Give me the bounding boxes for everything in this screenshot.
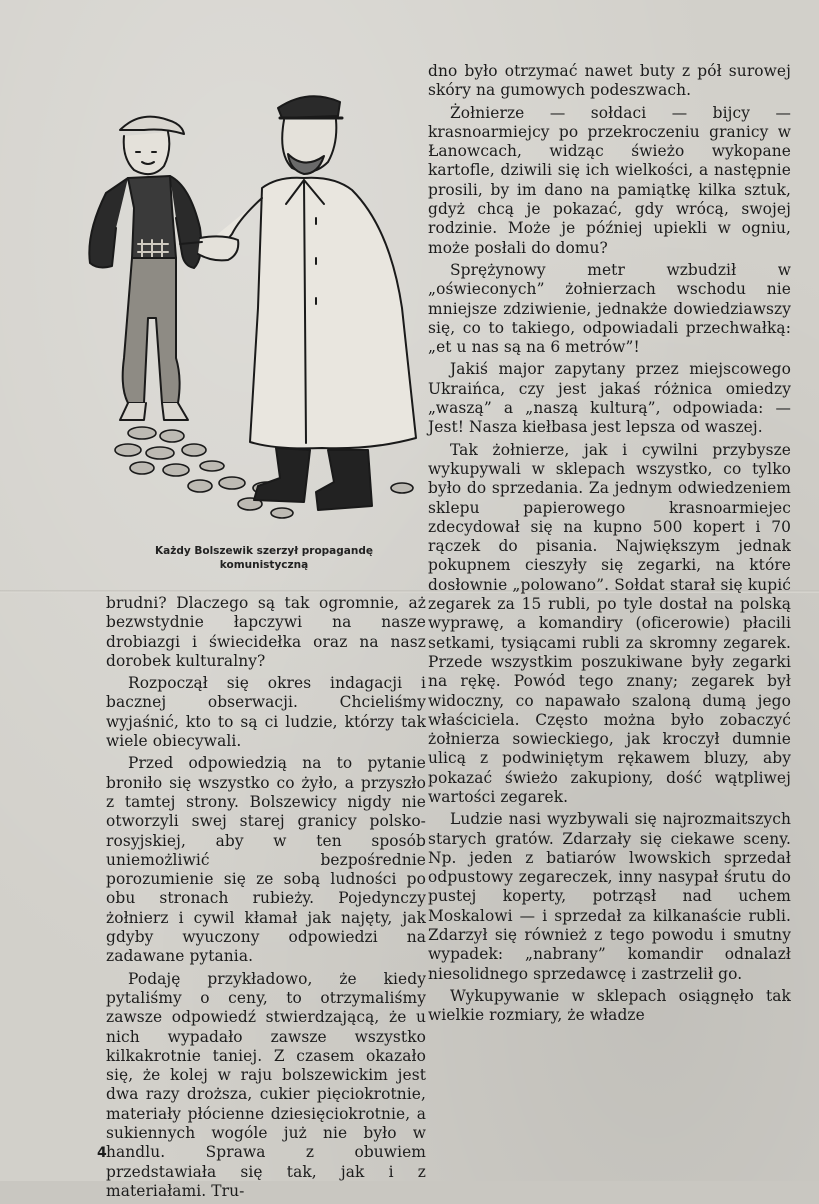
left-column [106,594,426,1204]
right-column [428,62,791,1029]
caption-line-1: Każdy Bolszewik szerzył propagandę [155,545,373,557]
cartoon-illustration [72,58,424,528]
paragraph: Jakiś major zapytany przez miejscowego Ukraińca, czy jest jakaś różnica omiedzy „waszą” a „naszą kulturą”, odpowiada: — Jest! Nasza kiełbasa jest lepsza od waszej. [428,360,791,437]
paragraph: Tak żołnierze, jak i cywilni przybysze wykupywali w sklepach wszystko, co tylko było do sprzedania. Za jednym odwiedzeniem sklepu papierowego krasnoarmiejec zdecydował się na kupno 500 kopert i 70 rączek do pisania. Największym jednak pokupnem cieszyły się zegarki, na które dosłownie „polowano”. Sołdat starał się kupić zegarek za 15 rubli, po tyle dostał na polską wyprawę, a komandiry (oficerowie) płacili setkami, tysiącami rubli za skromny zegarek. Przede wszystkim poszukiwane były zegarki na rękę. Powód tego znany; zegarek był widoczny, co napawało szaloną dumą jego właściciela. Często można było zobaczyć żołnierza sowieckiego, jak kroczył dumnie ulicą z podwiniętym rękawem bluzy, aby pokazać świeżo zakupiony, dość wątpliwej wartości zegarek. [428,440,791,806]
paragraph: Ludzie nasi wyzbywali się najrozmaitszych starych gratów. Zdarzały się ciekawe sceny. Np. jeden z batiarów lwowskich sprzedał odpustowy zegareczek, inny nasypał śrutu do pustej koperty, potrząsł nad uchem Moskalowi — i sprzedał za kilkanaście rubli. Zdarzył się również z tego powodu i smutny wypadek: „nabrany” komandir odnalazł niesolidnego sprzedawcę i zastrzelił go. [428,810,791,983]
page-number: 4 [97,1145,107,1161]
officer-figure [180,96,416,510]
boy-figure [89,117,201,420]
illustration-caption [104,544,424,572]
paragraph: brudni? Dlaczego są tak ogromnie, aż bezwstydnie łapczywi na nasze drobiazgi i świecidełka oraz na nasz dorobek kulturalny? [106,594,426,670]
caption-line-2: komunistyczną [219,559,309,571]
paragraph: dno było otrzymać nawet buty z pół surowej skóry na gumowych podeszwach. [428,62,791,100]
paragraph: Podaję przykładowo, że kiedy pytaliśmy o ceny, to otrzymaliśmy zawsze odpowiedź stwierdzającą, że u nich wypadało zawsze wszystko kilkakrotnie taniej. Z czasem okazało się, że kolej w raju bolszewickim jest dwa razy droższa, cukier pięciokrotnie, materiały płócienne dziesięciokrotnie, a sukiennych wogóle już nie było w handlu. Sprawa z obuwiem przedstawiała się tak, jak i z materiałami. Tru- [106,969,426,1200]
paragraph: Rozpoczął się okres indagacji i bacznej obserwacji. Chcieliśmy wyjaśnić, kto to są ci ludzie, którzy tak wiele obiecywali. [106,674,426,751]
paragraph: Żołnierze — sołdaci — bijcy — krasnoarmiejcy po przekroczeniu granicy w Łanowcach, widząc świeżo wykopane kartofle, dziwili się ich wielkości, a następnie prosili, by im dano na pamiątkę kilka sztuk, gdyż chcą je pokazać, gdy wrócą, swojej rodzinie. Może je później upiekli w ogniu, może posłali do domu? [428,103,791,257]
paragraph: Wykupywanie w sklepach osiągnęło tak wielkie rozmiary, że władze [428,986,791,1025]
paragraph: Przed odpowiedzią na to pytanie broniło się wszystko co żyło, a przyszło z tamtej strony. Bolszewicy nigdy nie otworzyli swej starej granicy polsko-rosyjskiej, aby w ten sposób uniemożliwić bezpośrednie porozumienie się ze sobą ludności po obu stronach rubieży. Pojedynczy żołnierz i cywil kłamał jak najęty, jak gdyby wyuczony odpowiedzi na zadawane pytania. [106,754,426,966]
paragraph: Sprężynowy metr wzbudził w „oświeconych” żołnierzach wschodu nie mniejsze zdziwienie, jednakże dowiedziawszy się, co to takiego, odpowiadali przechwałką: „et u nas są na 6 metrów”! [428,260,791,357]
